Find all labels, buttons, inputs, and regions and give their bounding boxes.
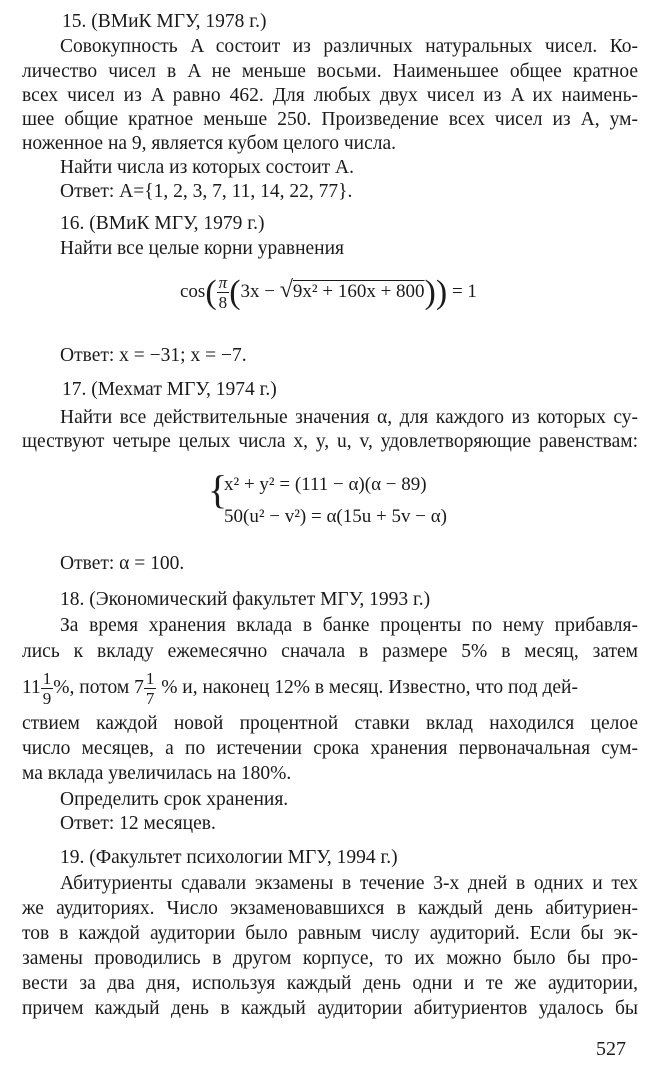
problem-19-text-line: причем каждый день в каждый аудитории абитуриентов удалось бы	[22, 998, 638, 1019]
problem-18-text-line: ствием каждой новой процентной ставки вклад находился целое	[22, 713, 638, 734]
system-equation-2: 50(u² − v²) = α(15u + 5v − α)	[224, 506, 447, 527]
fraction-one-seventh: $\frac{1}{7}$	[145, 669, 155, 709]
page-number: 527	[596, 1038, 626, 1060]
problem-19-text-line: замены проводились в другом корпусе, то их можно было бы про-	[22, 948, 638, 969]
problem-18-text-line: ма вклада увеличилась на 180%.	[22, 763, 292, 784]
problem-15-text-line: Совокупность A состоит из различных натуральных чисел. Ко-	[60, 36, 638, 57]
problem-18-heading: 18. (Экономический факультет МГУ, 1993 г.)	[60, 589, 431, 610]
problem-19-text-line: Абитуриенты сдавали экзамены в течение 3-х дней в одних и тех	[60, 873, 638, 894]
problem-18-text-line: За время хранения вклада в банке проценты по нему прибавля-	[60, 615, 638, 636]
problem-16-task: Найти все целые корни уравнения	[60, 238, 344, 259]
problem-19-text-line: тов в каждой аудитории было равным числу аудиторий. Если бы эк-	[22, 923, 638, 944]
problem-15-text-line: всех чисел из A равно 462. Для любых двух чисел из A их наимень-	[22, 85, 638, 106]
problem-17-answer: Ответ: α = 100.	[60, 553, 185, 574]
problem-18-text-line: лись к вкладу ежемесячно сначала в размере 5% в месяц, затем	[22, 641, 638, 662]
problem-17-text-line: ществуют четыре целых числа x, y, u, v, удовлетворяющие равенствам:	[22, 431, 638, 452]
problem-15-text-line: ноженное на 9, является кубом целого числа.	[22, 133, 397, 154]
system-equation-1: x² + y² = (111 − α)(α − 89)	[224, 474, 427, 495]
pi-over-8: $\frac{\pi}{8}$	[218, 273, 228, 313]
problem-16-heading: 16. (ВМиК МГУ, 1979 г.)	[60, 213, 265, 234]
problem-18-mixed-line: 11 $\frac{1}{9}$ %, потом 7 $\frac{1}{7}$ % и, наконец 12% в месяц. Известно, что под дей-	[22, 669, 578, 709]
problem-16-answer: Ответ: x = −31; x = −7.	[60, 345, 247, 366]
radicand: 9x² + 160x + 800	[292, 281, 425, 302]
system-brace: {	[208, 467, 228, 512]
problem-18-answer: Ответ: 12 месяцев.	[60, 813, 216, 834]
problem-15-text-line: личество чисел в A не меньше восьми. Наименьшее общее кратное	[22, 61, 638, 82]
problem-18-text-line: число месяцев, а по истечении срока хранения первоначальная сум-	[22, 738, 638, 759]
problem-15-text-line: шее общие кратное меньше 250. Произведение всех чисел из A, ум-	[22, 109, 638, 130]
fraction-one-ninth: $\frac{1}{9}$	[42, 669, 52, 709]
problem-17-text-line: Найти все действительные значения α, для каждого из которых су-	[60, 407, 638, 428]
problem-19-heading: 19. (Факультет психологии МГУ, 1994 г.)	[60, 847, 398, 868]
problem-17-heading: 17. (Мехмат МГУ, 1974 г.)	[62, 379, 277, 400]
sqrt-sign: √	[279, 277, 293, 303]
formula-inner-start: 3x −	[240, 281, 275, 302]
cos-equation: cos( $\frac{\pi}{8}$ (3x − √9x² + 160x + 800)) = 1	[180, 273, 477, 313]
problem-15-heading: 15. (ВМиК МГУ, 1978 г.)	[62, 11, 267, 32]
problem-19-text-line: же аудиториях. Число экзаменовавшихся в каждый день абитуриен-	[22, 898, 638, 919]
problem-15-task: Найти числа из которых состоит A.	[60, 157, 354, 178]
cos-symbol: cos	[180, 281, 206, 302]
problem-18-task: Определить срок хранения.	[60, 789, 289, 810]
problem-15-answer: Ответ: A={1, 2, 3, 7, 11, 14, 22, 77}.	[60, 181, 353, 202]
formula-tail: = 1	[451, 281, 477, 302]
problem-19-text-line: вести за два дня, используя каждый день одни и те же аудитории,	[22, 973, 638, 994]
